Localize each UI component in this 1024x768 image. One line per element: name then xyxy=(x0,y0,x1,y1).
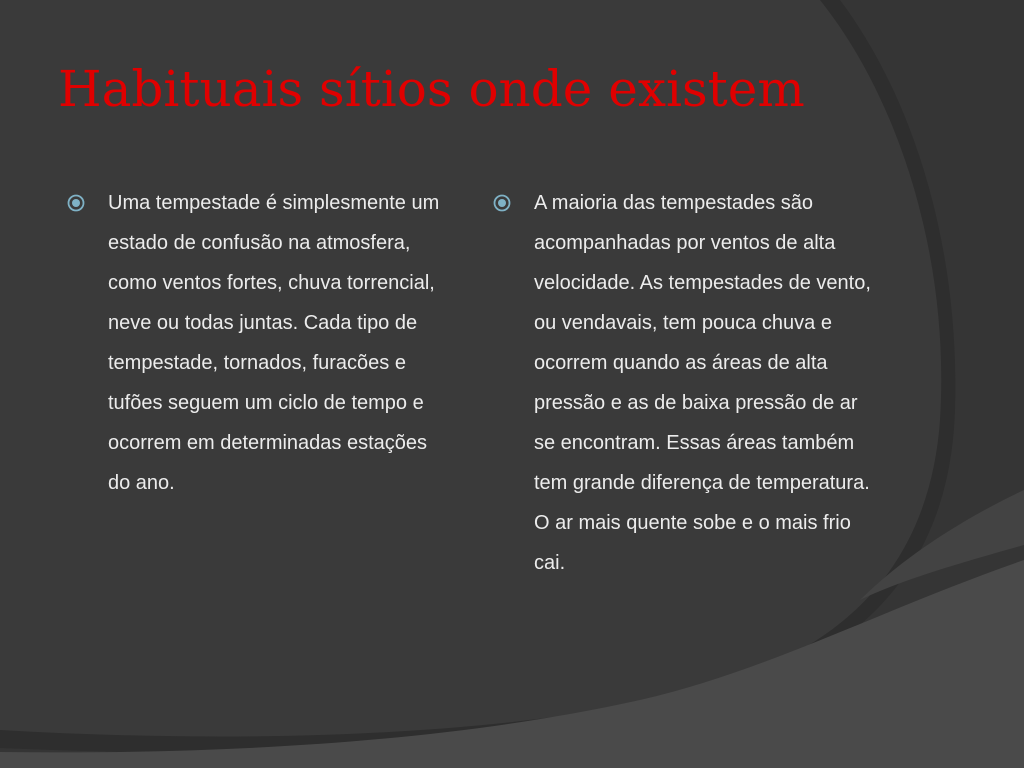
right-column xyxy=(492,183,882,583)
radio-bullet-icon xyxy=(66,183,108,223)
radio-bullet-icon xyxy=(492,183,534,223)
slide-title: Habituais sítios onde existem xyxy=(58,60,805,118)
bullet-item-right xyxy=(492,183,882,583)
bullet-text-right: A maioria das tempestades são acompanhadas por ventos de alta velocidade. As tempestades de vento, ou vendavais, tem pouca chuva e ocorrem quando as áreas de alta pressão e as de baixa pressão de ar se encontram. Essas áreas também tem grande diferença de temperatura. O ar mais quente sobe e o mais frio cai. xyxy=(534,192,871,574)
bullet-text-left: Uma tempestade é simplesmente um estado de confusão na atmosfera, como ventos fortes, chuva torrencial, neve ou todas juntas. Cada tipo de tempestade, tornados, furacões e tufões seguem um ciclo de tempo e ocorrem em determinadas estações do ano. xyxy=(108,192,440,494)
bullet-item-left xyxy=(66,183,451,503)
left-column xyxy=(66,183,451,503)
